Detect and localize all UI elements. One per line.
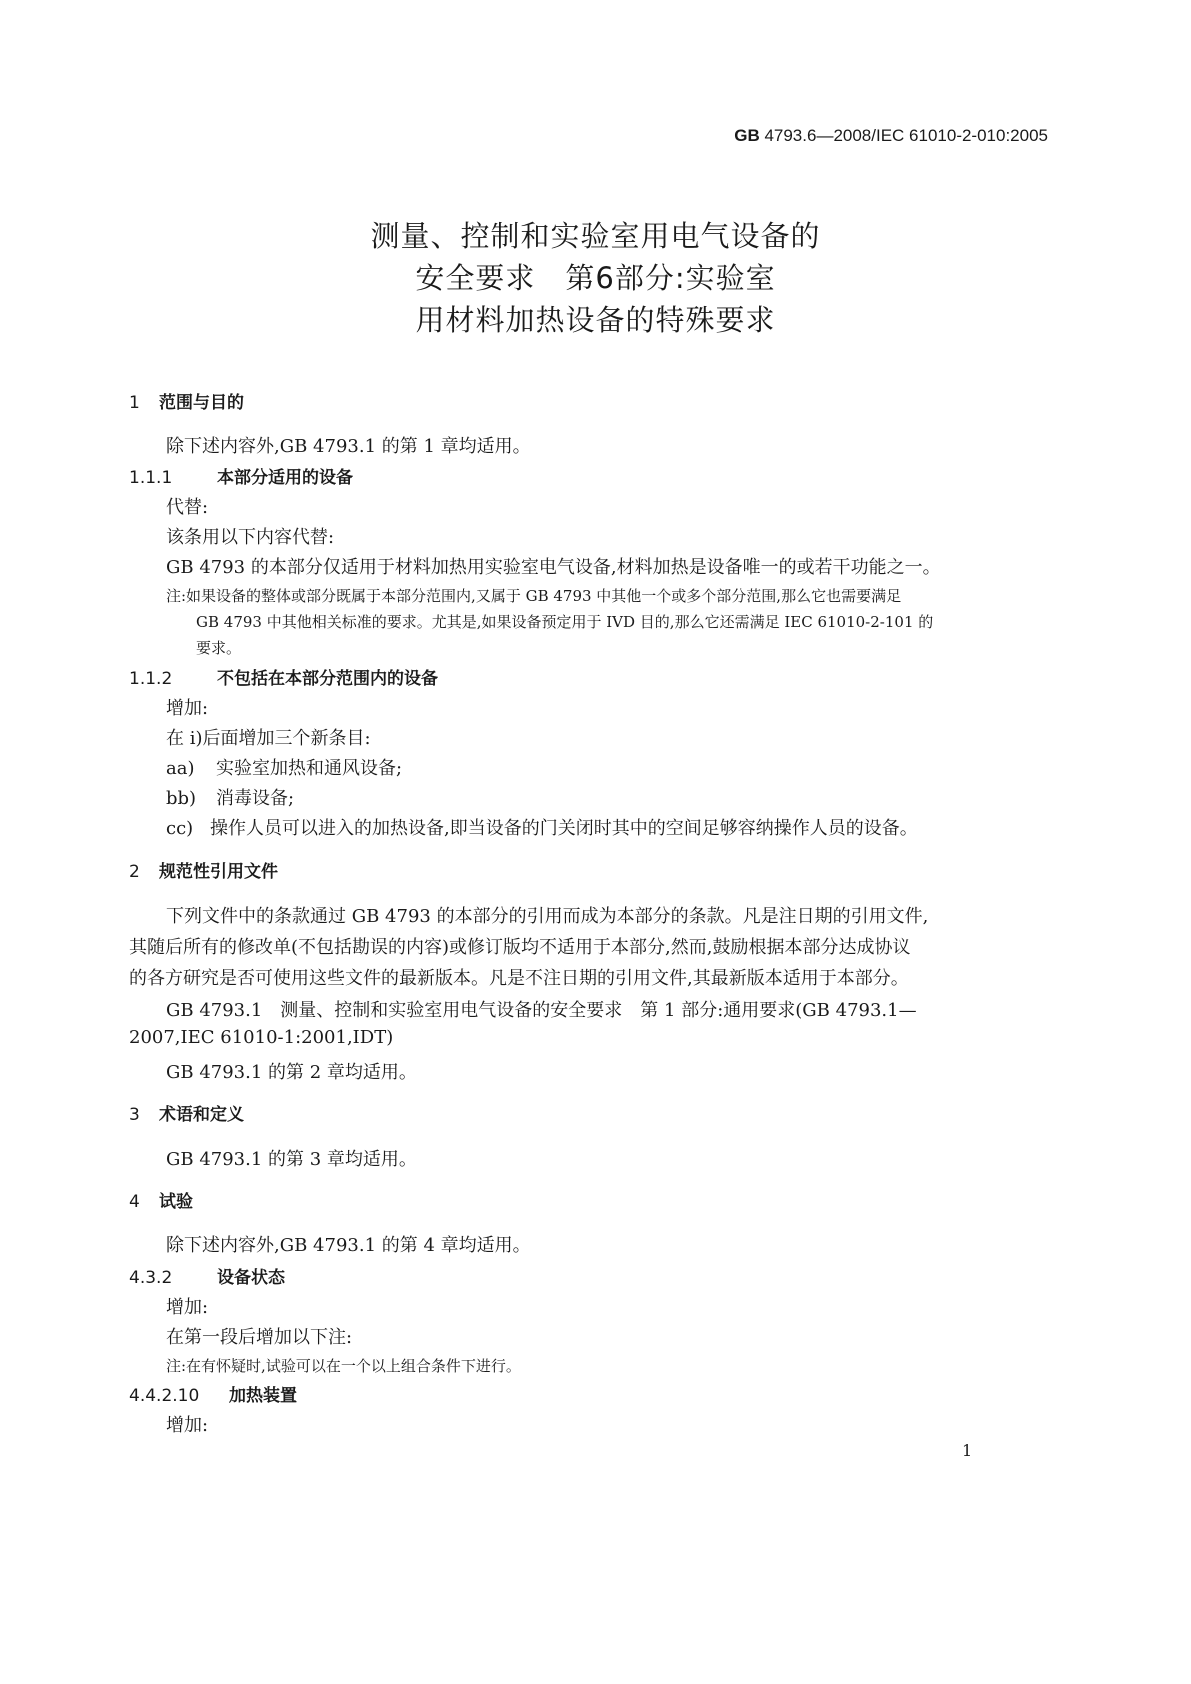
section-1-1-1-heading	[129, 463, 353, 488]
section-number: 1.1.2	[129, 669, 173, 689]
paragraph: 在 i)后面增加三个新条目:	[166, 728, 371, 749]
list-item-text: 消毒设备;	[216, 788, 295, 809]
section-2-heading	[129, 857, 278, 882]
standard-code	[734, 126, 1048, 146]
paragraph: 除下述内容外,GB 4793.1 的第 4 章均适用。	[166, 1235, 531, 1256]
paragraph: 增加:	[166, 1415, 209, 1436]
section-number: 4.4.2.10	[129, 1386, 200, 1406]
section-number: 4.3.2	[129, 1268, 173, 1288]
section-number: 3	[129, 1105, 140, 1125]
section-title: 本部分适用的设备	[217, 468, 353, 488]
paragraph: 增加:	[166, 698, 209, 719]
page-number: 1	[962, 1441, 973, 1460]
section-title: 试验	[159, 1192, 193, 1212]
paragraph: 在第一段后增加以下注:	[166, 1327, 353, 1348]
list-item	[166, 754, 402, 780]
section-title: 设备状态	[217, 1268, 285, 1288]
list-item-text: 实验室加热和通风设备;	[216, 758, 403, 779]
section-1-heading	[129, 388, 244, 413]
title-line-3: 用材料加热设备的特殊要求	[415, 303, 776, 337]
paragraph: 除下述内容外,GB 4793.1 的第 1 章均适用。	[166, 436, 531, 457]
list-item-id: bb)	[166, 788, 197, 809]
list-item-text: 操作人员可以进入的加热设备,即当设备的门关闭时其中的空间足够容纳操作人员的设备。	[210, 818, 918, 839]
section-title: 范围与目的	[159, 393, 244, 413]
section-1-1-2-heading	[129, 664, 438, 689]
paragraph: GB 4793.1 的第 3 章均适用。	[166, 1149, 417, 1170]
section-title: 规范性引用文件	[159, 862, 278, 882]
paragraph-line: 其随后所有的修改单(不包括勘误的内容)或修订版均不适用于本部分,然而,鼓励根据本部分达成协议	[129, 937, 911, 958]
section-title: 不包括在本部分范围内的设备	[217, 669, 438, 689]
list-item-id: cc)	[166, 818, 194, 839]
paragraph-line: 下列文件中的条款通过 GB 4793 的本部分的引用而成为本部分的条款。凡是注日期的引用文件,	[166, 906, 929, 927]
reference-line: GB 4793.1 测量、控制和实验室用电气设备的安全要求 第 1 部分:通用要求(GB 4793.1—	[166, 1000, 917, 1021]
note-line: GB 4793 中其他相关标准的要求。尤其是,如果设备预定用于 IVD 目的,那么它还需满足 IEC 61010-2-101 的	[196, 613, 934, 631]
section-3-heading	[129, 1100, 244, 1125]
title-line-2: 安全要求 第6部分:实验室	[415, 261, 776, 295]
note-line: 注:如果设备的整体或部分既属于本部分范围内,又属于 GB 4793 中其他一个或多个部分范围,那么它也需要满足	[166, 587, 902, 605]
list-item	[166, 814, 918, 840]
paragraph: 增加:	[166, 1297, 209, 1318]
section-4-heading	[129, 1187, 193, 1212]
section-number: 1	[129, 393, 140, 413]
note-line: 要求。	[196, 639, 242, 657]
section-number: 1.1.1	[129, 468, 173, 488]
paragraph: GB 4793 的本部分仅适用于材料加热用实验室电气设备,材料加热是设备唯一的或若干功能之一。	[166, 557, 941, 578]
section-4-3-2-heading	[129, 1263, 285, 1288]
standard-code-number: 4793.6—2008/IEC 61010-2-010:2005	[759, 126, 1048, 145]
note-line: 注:在有怀疑时,试验可以在一个以上组合条件下进行。	[166, 1357, 521, 1375]
paragraph-line: 的各方研究是否可使用这些文件的最新版本。凡是不注日期的引用文件,其最新版本适用于本部分。	[129, 968, 909, 989]
section-4-4-2-10-heading	[129, 1381, 297, 1406]
paragraph: GB 4793.1 的第 2 章均适用。	[166, 1062, 417, 1083]
list-item-id: aa)	[166, 758, 195, 779]
reference-line: 2007,IEC 61010-1:2001,IDT)	[129, 1027, 394, 1048]
section-number: 4	[129, 1192, 140, 1212]
paragraph: 该条用以下内容代替:	[166, 527, 335, 548]
section-number: 2	[129, 862, 140, 882]
title-line-1: 测量、控制和实验室用电气设备的	[370, 219, 821, 253]
list-item	[166, 784, 294, 810]
standard-code-prefix: GB	[734, 126, 760, 145]
section-title: 术语和定义	[159, 1105, 244, 1125]
section-title: 加热装置	[229, 1386, 297, 1406]
paragraph: 代替:	[166, 497, 209, 518]
